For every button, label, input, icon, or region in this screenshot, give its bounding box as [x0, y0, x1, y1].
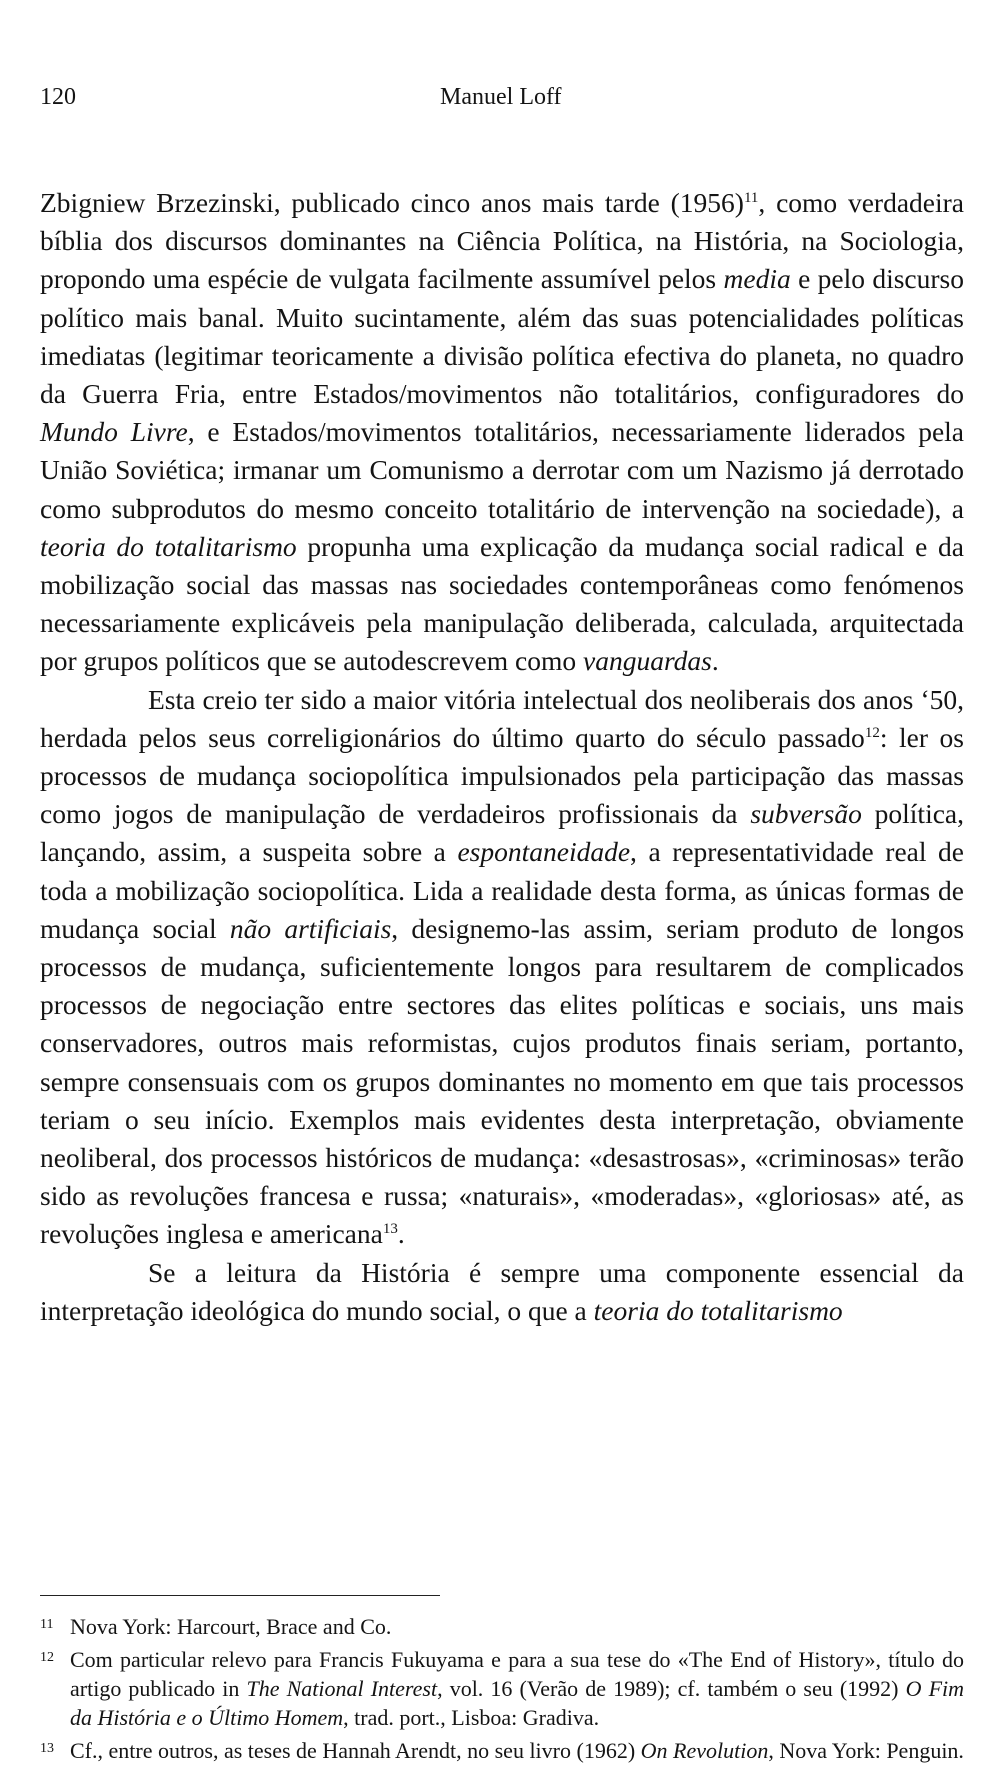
- italic-text: Mundo Livre: [40, 416, 188, 448]
- italic-text: media: [723, 263, 791, 295]
- italic-text: teoria do totalitarismo: [593, 1294, 843, 1326]
- footnote-reference: 13: [382, 1221, 398, 1238]
- footnote-reference: 12: [864, 724, 880, 741]
- text-segment: Com particular relevo para Francis Fukuyama e para a sua tese do «The End of History», título do artigo publicado in: [70, 1647, 964, 1701]
- footnote-number: 13: [40, 1741, 54, 1756]
- footnote: [40, 1736, 964, 1765]
- footnote-number: 12: [40, 1650, 54, 1665]
- italic-text: teoria do totalitarismo: [40, 530, 297, 562]
- footnotes: [40, 1612, 964, 1769]
- text-segment: Zbigniew Brzezinski, publicado cinco anos mais tarde (1956): [40, 187, 744, 218]
- paragraph: [40, 184, 964, 681]
- text-segment: .: [397, 1218, 405, 1250]
- text-segment: Esta creio ter sido a maior vitória intelectual dos neoliberais dos anos ‘50, herdada pelos seus correligionários do último quarto do século passado: [40, 683, 964, 753]
- text-segment: , vol. 16 (Verão de 1989); cf. também o seu (1992): [437, 1676, 906, 1701]
- text-segment: Nova York: Harcourt, Brace and Co.: [70, 1614, 392, 1639]
- italic-text: O Fim da História e o Último Homem: [70, 1676, 965, 1730]
- text-segment: .: [711, 645, 719, 677]
- text-segment: , e Estados/movimentos totalitários, necessariamente liderados pela União Soviética; irmanar um Comunismo a derrotar com um Nazismo já derrotado como subprodutos do mesmo conceito totalitário de intervenção na sociedade), a: [40, 416, 964, 524]
- text-segment: , como verdadeira bíblia dos discursos dominantes na Ciência Política, na História, na Sociologia, propondo uma espécie de vulgata facilmente assumível pelos: [40, 187, 964, 295]
- footnote: [40, 1645, 964, 1732]
- footnote: [40, 1612, 964, 1641]
- text-segment: , Nova York: Penguin.: [768, 1738, 964, 1763]
- text-segment: : ler os processos de mudança sociopolítica impulsionados pela participação das massas como jogos de manipulação de verdadeiros profissionais da: [40, 721, 964, 830]
- text-segment: , designemo-las assim, seriam produto de longos processos de mudança, suficientemente longos para resultarem de complicados processos de negociação entre sectores das elites políticas e sociais, uns mais conservadores, outros mais reformistas, cujos produtos finais seriam, portanto, sempre consensuais com os grupos dominantes no momento em que tais processos teriam o seu início. Exemplos mais evidentes desta interpretação, obviamente neoliberal, dos processos históricos de mudança: «desastrosas», «criminosas» terão sido as revoluções francesa e russa; «naturais», «moderadas», «gloriosas» até, as revoluções inglesa e americana: [40, 912, 965, 1250]
- footnote-number: 11: [40, 1617, 54, 1632]
- italic-text: não artificiais: [229, 912, 392, 944]
- body-text: [40, 184, 964, 1330]
- running-head: Manuel Loff: [440, 84, 562, 110]
- text-segment: , a representatividade real de toda a mobilização sociopolítica. Lida a realidade desta forma, as únicas formas de mudança social: [40, 836, 964, 944]
- paragraph: [40, 681, 964, 1254]
- page-number: 120: [40, 84, 76, 110]
- paragraph: [40, 1254, 964, 1330]
- text-segment: política, lançando, assim, a suspeita sobre a: [40, 798, 964, 868]
- italic-text: The National Interest: [246, 1676, 438, 1701]
- footnote-rule: [40, 1595, 440, 1596]
- italic-text: espontaneidade: [457, 836, 631, 868]
- footnote-reference: 11: [743, 189, 759, 206]
- text-segment: Cf., entre outros, as teses de Hannah Arendt, no seu livro (1962): [70, 1738, 641, 1763]
- text-segment: Se a leitura da História é sempre uma componente essencial da interpretação ideológica do mundo social, o que a: [40, 1256, 964, 1326]
- italic-text: subversão: [750, 798, 862, 830]
- text-segment: e pelo discurso político mais banal. Muito sucintamente, além das suas potencialidades políticas imediatas (legitimar teoricamente a divisão política efectiva do planeta, no quadro da Guerra Fria, entre Estados/movimentos não totalitários, configuradores do: [40, 263, 964, 410]
- italic-text: vanguardas: [583, 645, 712, 677]
- italic-text: On Revolution: [640, 1738, 769, 1763]
- text-segment: , trad. port., Lisboa: Gradiva.: [343, 1705, 600, 1730]
- text-segment: propunha uma explicação da mudança social radical e da mobilização social das massas nas sociedades contemporâneas como fenómenos necessariamente explicáveis pela manipulação deliberada, calculada, arquitectada por grupos políticos que se autodescrevem como: [40, 530, 964, 677]
